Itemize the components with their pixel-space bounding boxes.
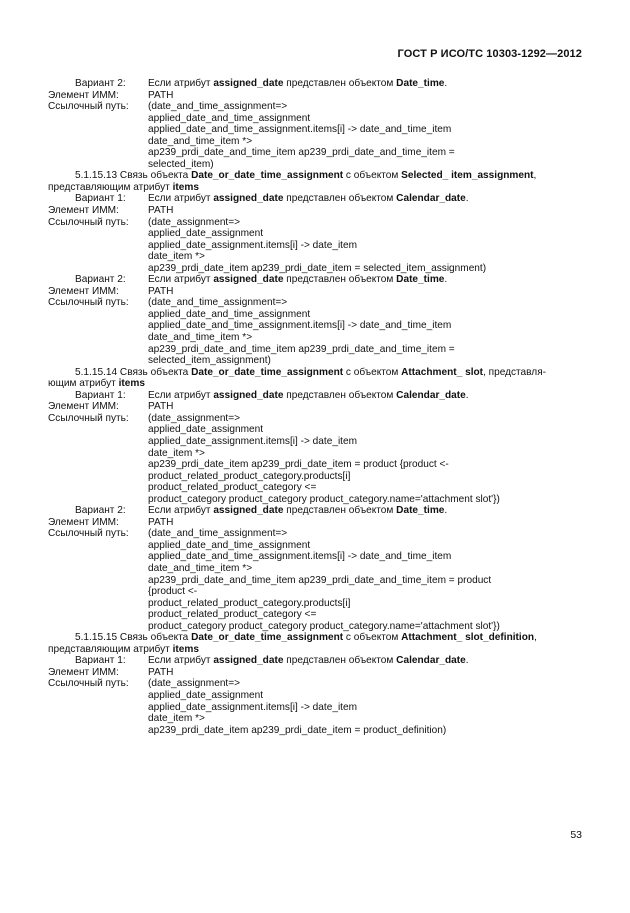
variant-row-label: Вариант 2:	[75, 505, 126, 517]
reference-path-line	[48, 124, 586, 136]
reference-path-line-value	[148, 228, 263, 240]
section-number: 5.1.15.13	[75, 170, 118, 182]
path-text: product_related_product_category.products[i]	[148, 597, 351, 609]
reference-path-row-value	[148, 101, 287, 113]
reference-path-line-label	[48, 713, 148, 725]
reference-path-line	[48, 702, 586, 714]
path-text: applied_date_and_time_assignment.items[i] -> date_and_time_item	[148, 124, 452, 136]
path-text: product_category product_category product_category.name='attachment slot'})	[148, 493, 500, 505]
path-text: applied_date_assignment.items[i] -> date_item	[148, 239, 358, 251]
reference-path-line-value	[148, 621, 500, 633]
variant-row-value	[148, 193, 469, 205]
reference-path-line	[48, 159, 586, 171]
section-heading	[48, 367, 586, 379]
path-text: product_category product_category product_category.name='attachment slot'})	[148, 620, 500, 632]
condition-text: Если атрибут	[148, 505, 214, 517]
reference-path-row	[48, 413, 586, 425]
imm-value: PATH	[148, 516, 174, 528]
reference-path-row-label: Ссылочный путь:	[48, 297, 129, 309]
reference-path-line	[48, 320, 586, 332]
heading-text: с объектом	[343, 366, 402, 378]
reference-path-line	[48, 609, 586, 621]
path-text: applied_date_and_time_assignment.items[i] -> date_and_time_item	[148, 551, 452, 563]
reference-path-line-label	[48, 609, 148, 621]
variant-row-value	[148, 78, 447, 90]
reference-path-line-label	[48, 586, 148, 598]
path-text: applied_date_and_time_assignment	[148, 539, 311, 551]
reference-path-line-value	[148, 563, 252, 575]
reference-path-line	[48, 563, 586, 575]
heading-text: ,	[534, 632, 537, 644]
object-name: Date_or_date_time_assignment	[191, 632, 344, 644]
reference-path-line	[48, 621, 586, 633]
reference-path-line-value	[148, 471, 350, 483]
reference-path-line	[48, 263, 586, 275]
object-name: Calendar_date	[396, 655, 466, 667]
object-name: Date_time	[396, 78, 445, 89]
path-text: selected_item)	[148, 158, 214, 170]
object-name: Date_time	[396, 505, 445, 517]
imm-value: PATH	[148, 401, 174, 413]
imm-row-label: Элемент ИММ:	[48, 401, 119, 413]
path-text: date_item *>	[148, 713, 205, 725]
imm-row-value	[148, 517, 173, 529]
path-text: ap239_prdi_date_item ap239_prdi_date_item = product {product <-	[148, 459, 449, 471]
reference-path-line-value	[148, 240, 357, 252]
path-text: applied_date_and_time_assignment.items[i] -> date_and_time_item	[148, 320, 452, 332]
path-text: (date_assignment=>	[148, 216, 241, 228]
condition-text: Если атрибут	[148, 274, 214, 286]
reference-path-line-label	[48, 251, 148, 263]
reference-path-line-label	[48, 540, 148, 552]
variant-row	[48, 505, 586, 517]
object-name: Date_or_date_time_assignment	[191, 170, 344, 182]
section-number: 5.1.15.15	[75, 632, 118, 644]
reference-path-line	[48, 494, 586, 506]
reference-path-line-value	[148, 609, 316, 621]
reference-path-line	[48, 240, 586, 252]
reference-path-line-value	[148, 494, 500, 506]
reference-path-row-value	[148, 413, 240, 425]
reference-path-line	[48, 344, 586, 356]
imm-row-label: Элемент ИММ:	[48, 666, 119, 678]
reference-path-line-value	[148, 575, 491, 587]
heading-text: ,	[533, 170, 537, 182]
reference-path-line-label	[48, 263, 148, 275]
object-name: Attachment_ slot	[401, 366, 484, 378]
imm-row	[48, 205, 586, 217]
reference-path-row-value	[148, 297, 287, 309]
reference-path-row-label: Ссылочный путь:	[48, 101, 129, 113]
path-text: applied_date_assignment	[148, 228, 264, 240]
reference-path-line-value	[148, 424, 263, 436]
path-text: (date_and_time_assignment=>	[148, 297, 288, 309]
punctuation: .	[465, 655, 469, 667]
imm-row	[48, 401, 586, 413]
variant-row	[48, 655, 586, 667]
imm-value: PATH	[148, 205, 174, 217]
reference-path-line-label	[48, 228, 148, 240]
reference-path-line-value	[148, 436, 357, 448]
condition-text: представлен объектом	[283, 193, 397, 205]
reference-path-line-label	[48, 159, 148, 171]
variant-row	[48, 390, 586, 402]
reference-path-row-label: Ссылочный путь:	[48, 216, 129, 228]
reference-path-line	[48, 113, 586, 125]
path-text: applied_date_and_time_assignment	[148, 308, 311, 320]
reference-path-line-value	[148, 702, 357, 714]
reference-path-line-value	[148, 713, 205, 725]
reference-path-row	[48, 678, 586, 690]
reference-path-row-value	[148, 678, 240, 690]
reference-path-line	[48, 471, 586, 483]
reference-path-line	[48, 586, 586, 598]
imm-value: PATH	[148, 89, 174, 101]
reference-path-line-label	[48, 240, 148, 252]
variant-row-label: Вариант 1:	[75, 389, 126, 401]
attribute-name: assigned_date	[213, 274, 284, 286]
variant-row-label: Вариант 1:	[75, 193, 126, 205]
reference-path-line-label	[48, 309, 148, 321]
punctuation: .	[465, 389, 469, 401]
path-text: selected_item_assignment)	[148, 355, 271, 367]
reference-path-line-value	[148, 448, 205, 460]
variant-row	[48, 78, 586, 90]
path-text: {product <-	[148, 586, 198, 598]
path-text: applied_date_assignment	[148, 424, 264, 436]
reference-path-line-value	[148, 459, 449, 471]
reference-path-line	[48, 332, 586, 344]
imm-row-value	[148, 401, 173, 413]
imm-row-label: Элемент ИММ:	[48, 285, 119, 297]
imm-row	[48, 517, 586, 529]
path-text: product_related_product_category <=	[148, 609, 317, 621]
path-text: applied_date_assignment.items[i] -> date_item	[148, 701, 358, 713]
reference-path-line-value	[148, 124, 451, 136]
attribute-name: items	[172, 181, 199, 193]
attribute-name: assigned_date	[213, 389, 284, 401]
reference-path-line-label	[48, 702, 148, 714]
heading-text: с объектом	[343, 632, 402, 644]
path-text: applied_date_and_time_assignment	[148, 112, 311, 124]
reference-path-line-label	[48, 424, 148, 436]
section-number: 5.1.15.14	[75, 366, 118, 378]
reference-path-line-label	[48, 136, 148, 148]
reference-path-line-label	[48, 494, 148, 506]
document-body	[48, 78, 586, 736]
path-text: ap239_prdi_date_item ap239_prdi_date_item = product_definition)	[148, 724, 447, 736]
reference-path-line	[48, 147, 586, 159]
reference-path-row	[48, 297, 586, 309]
path-text: product_related_product_category.products[i]	[148, 470, 351, 482]
imm-row	[48, 667, 586, 679]
path-text: applied_date_assignment	[148, 689, 264, 701]
variant-row-value	[148, 274, 447, 286]
condition-text: Если атрибут	[148, 655, 214, 667]
reference-path-line-label	[48, 598, 148, 610]
reference-path-row	[48, 217, 586, 229]
reference-path-line	[48, 355, 586, 367]
attribute-name: items	[118, 378, 145, 390]
imm-value: PATH	[148, 285, 174, 297]
reference-path-line-label	[48, 332, 148, 344]
path-text: applied_date_assignment.items[i] -> date_item	[148, 435, 358, 447]
reference-path-row-label: Ссылочный путь:	[48, 412, 129, 424]
reference-path-line-label	[48, 459, 148, 471]
reference-path-line	[48, 251, 586, 263]
condition-text: Если атрибут	[148, 389, 214, 401]
variant-row-value	[148, 390, 469, 402]
variant-row-label: Вариант 1:	[75, 655, 126, 667]
condition-text: представлен объектом	[283, 505, 397, 517]
path-text: (date_and_time_assignment=>	[148, 528, 288, 540]
path-text: ap239_prdi_date_and_time_item ap239_prdi_date_and_time_item =	[148, 343, 455, 355]
variant-row-value	[148, 655, 469, 667]
imm-row-label: Элемент ИММ:	[48, 205, 119, 217]
reference-path-line	[48, 482, 586, 494]
reference-path-line	[48, 424, 586, 436]
heading-text: Связь объекта	[117, 170, 192, 182]
variant-row	[48, 193, 586, 205]
reference-path-line-value	[148, 586, 197, 598]
reference-path-line-label	[48, 113, 148, 125]
reference-path-line	[48, 540, 586, 552]
heading-text: , представля-	[483, 366, 547, 378]
heading-text: Связь объекта	[117, 632, 192, 644]
attribute-name: assigned_date	[213, 193, 284, 205]
reference-path-row	[48, 528, 586, 540]
reference-path-line-value	[148, 332, 252, 344]
attribute-name: assigned_date	[213, 78, 284, 89]
reference-path-line-value	[148, 344, 455, 356]
reference-path-line-label	[48, 124, 148, 136]
reference-path-row-value	[148, 217, 240, 229]
reference-path-line-label	[48, 471, 148, 483]
heading-text: Связь объекта	[117, 366, 192, 378]
reference-path-line-value	[148, 113, 310, 125]
section-heading-cont	[48, 644, 586, 656]
attribute-name: assigned_date	[213, 655, 284, 667]
reference-path-line	[48, 459, 586, 471]
path-text: date_and_time_item *>	[148, 135, 253, 147]
reference-path-line-value	[148, 482, 316, 494]
reference-path-line-value	[148, 147, 455, 159]
imm-value: PATH	[148, 666, 174, 678]
reference-path-line-value	[148, 320, 451, 332]
imm-row-label: Элемент ИММ:	[48, 89, 119, 101]
reference-path-line-value	[148, 355, 271, 367]
reference-path-line-label	[48, 575, 148, 587]
path-text: date_item *>	[148, 251, 205, 263]
reference-path-line-label	[48, 551, 148, 563]
section-heading	[48, 170, 586, 182]
reference-path-line	[48, 551, 586, 563]
reference-path-line-value	[148, 690, 263, 702]
section-heading	[48, 632, 586, 644]
reference-path-line-value	[148, 263, 486, 275]
reference-path-line-value	[148, 309, 310, 321]
reference-path-line	[48, 436, 586, 448]
reference-path-row-label: Ссылочный путь:	[48, 678, 129, 690]
object-name: Selected_ item_assignment	[401, 170, 534, 182]
reference-path-row	[48, 101, 586, 113]
condition-text: Если атрибут	[148, 78, 214, 89]
reference-path-line	[48, 713, 586, 725]
condition-text: представлен объектом	[283, 274, 397, 286]
path-text: (date_assignment=>	[148, 412, 241, 424]
reference-path-row-value	[148, 528, 287, 540]
reference-path-line-label	[48, 563, 148, 575]
reference-path-line	[48, 725, 586, 737]
path-text: (date_assignment=>	[148, 678, 241, 690]
object-name: Date_or_date_time_assignment	[191, 366, 344, 378]
reference-path-line-value	[148, 540, 310, 552]
reference-path-line-label	[48, 448, 148, 460]
imm-row-value	[148, 286, 173, 298]
path-text: (date_and_time_assignment=>	[148, 101, 288, 113]
reference-path-line	[48, 136, 586, 148]
reference-path-line	[48, 309, 586, 321]
reference-path-line-label	[48, 355, 148, 367]
section-heading-cont	[48, 182, 586, 194]
reference-path-line-value	[148, 136, 252, 148]
page-number: 53	[570, 829, 582, 841]
imm-row-value	[148, 205, 173, 217]
reference-path-line-label	[48, 690, 148, 702]
object-name: Calendar_date	[396, 193, 466, 205]
heading-text: с объектом	[343, 170, 402, 182]
imm-row	[48, 90, 586, 102]
imm-row	[48, 286, 586, 298]
reference-path-line-label	[48, 344, 148, 356]
path-text: date_item *>	[148, 447, 205, 459]
reference-path-line-label	[48, 482, 148, 494]
punctuation: .	[444, 78, 448, 89]
imm-row-value	[148, 667, 173, 679]
section-heading-cont	[48, 378, 586, 390]
reference-path-line-value	[148, 598, 350, 610]
path-text: ap239_prdi_date_and_time_item ap239_prdi_date_and_time_item =	[148, 147, 455, 159]
reference-path-line-value	[148, 159, 214, 171]
condition-text: представлен объектом	[283, 655, 397, 667]
attribute-name: items	[172, 643, 199, 655]
reference-path-line	[48, 448, 586, 460]
punctuation: .	[444, 505, 448, 517]
attribute-name: assigned_date	[213, 505, 284, 517]
heading-text: ющим атрибут	[48, 378, 119, 390]
path-text: date_and_time_item *>	[148, 562, 253, 574]
variant-row-label: Вариант 2:	[75, 78, 126, 89]
reference-path-line	[48, 690, 586, 702]
variant-row-label: Вариант 2:	[75, 274, 126, 286]
reference-path-line-label	[48, 436, 148, 448]
punctuation: .	[444, 274, 448, 286]
reference-path-line	[48, 598, 586, 610]
reference-path-line-value	[148, 725, 446, 737]
reference-path-row-label: Ссылочный путь:	[48, 528, 129, 540]
object-name: Calendar_date	[396, 389, 466, 401]
condition-text: Если атрибут	[148, 193, 214, 205]
reference-path-line-label	[48, 320, 148, 332]
document-header: ГОСТ Р ИСО/ТС 10303-1292—2012	[397, 48, 582, 60]
reference-path-line-label	[48, 621, 148, 633]
object-name: Attachment_ slot_definition	[401, 632, 535, 644]
reference-path-line-value	[148, 551, 451, 563]
variant-row	[48, 274, 586, 286]
condition-text: представлен объектом	[283, 78, 397, 89]
reference-path-line-value	[148, 251, 205, 263]
reference-path-line	[48, 575, 586, 587]
heading-text: представляющим атрибут	[48, 643, 173, 655]
variant-row-value	[148, 505, 447, 517]
reference-path-line-label	[48, 725, 148, 737]
heading-text: представляющим атрибут	[48, 181, 173, 193]
path-text: product_related_product_category <=	[148, 482, 317, 494]
punctuation: .	[465, 193, 469, 205]
reference-path-line	[48, 228, 586, 240]
reference-path-line-label	[48, 147, 148, 159]
path-text: ap239_prdi_date_and_time_item ap239_prdi_date_and_time_item = product	[148, 574, 492, 586]
object-name: Date_time	[396, 274, 445, 286]
condition-text: представлен объектом	[283, 389, 397, 401]
imm-row-label: Элемент ИММ:	[48, 516, 119, 528]
path-text: date_and_time_item *>	[148, 332, 253, 344]
path-text: ap239_prdi_date_item ap239_prdi_date_item = selected_item_assignment)	[148, 262, 487, 274]
imm-row-value	[148, 90, 173, 102]
